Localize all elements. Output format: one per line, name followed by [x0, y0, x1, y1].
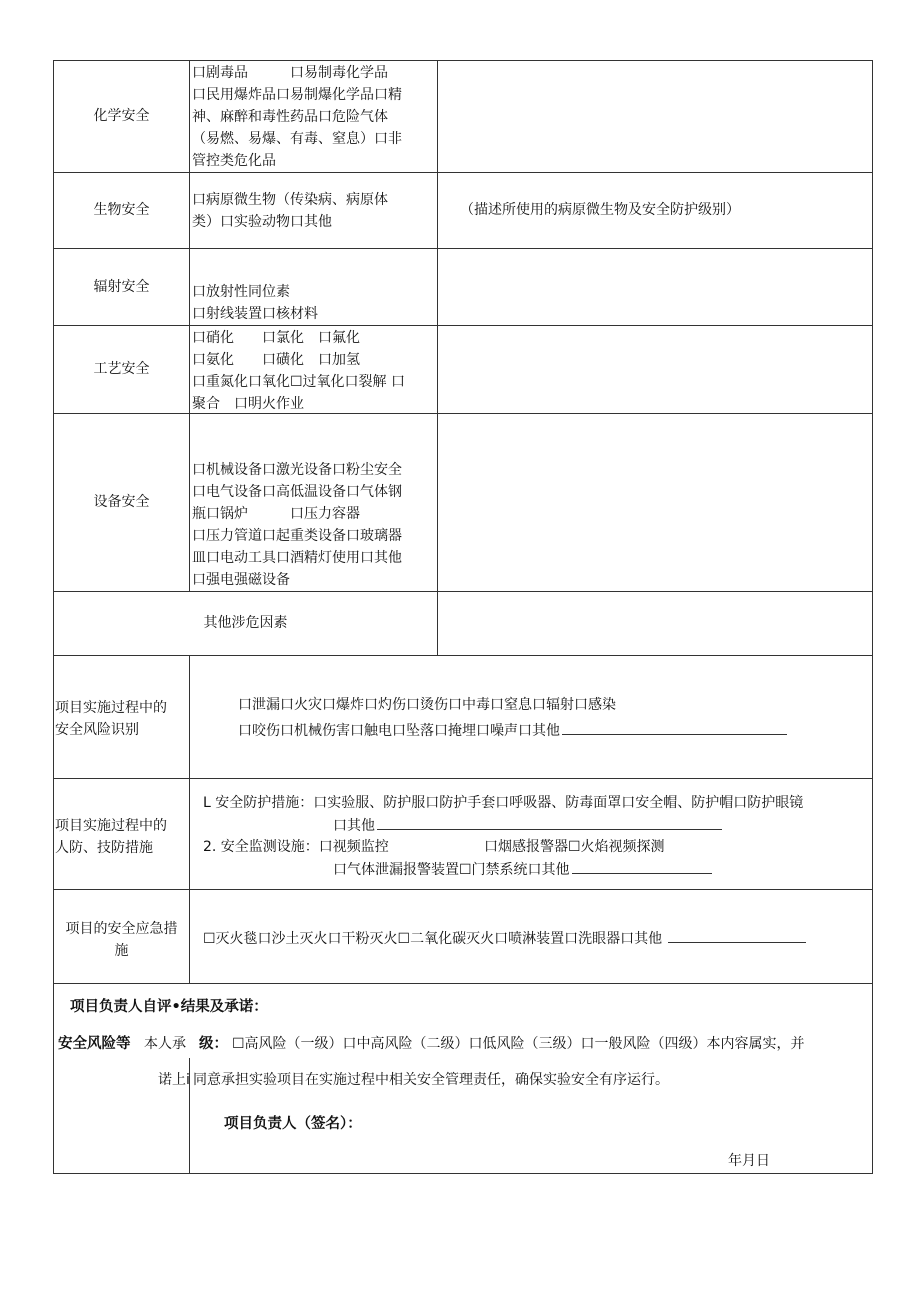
monitoring-measures-line[interactable]: 口烟感报警器☐火焰视频探测 — [484, 839, 665, 855]
risk-level-colon: 级： — [199, 1036, 228, 1052]
protection-measures-line[interactable]: L 安全防护措施：口实验服、防护服口防护手套口呼吸器、防毒面罩口安全帽、防护帽口防护眼镜 — [203, 795, 804, 811]
equipment-option-line[interactable]: 口机械设备口激光设备口粉尘安全 — [192, 462, 402, 478]
date-label[interactable]: 年月日 — [728, 1153, 770, 1169]
row-divider — [53, 655, 873, 656]
process-option-line[interactable]: 口氨化 口磺化 口加氢 — [192, 352, 360, 368]
commitment-fragment: i — [186, 1072, 190, 1088]
table-border-top — [53, 60, 873, 61]
column-divider — [189, 655, 190, 984]
row-label-measures: 人防、技防措施 — [55, 840, 153, 856]
chemical-option-line[interactable]: 管控类危化品 — [192, 153, 276, 169]
monitoring-measures-line[interactable]: 2. 安全监测设施：口视频监控 — [203, 839, 389, 855]
monitoring-other-line[interactable] — [333, 858, 712, 881]
table-border-bottom — [53, 1173, 873, 1174]
emergency-option-line[interactable] — [203, 927, 806, 950]
chemical-option-line[interactable]: 神、麻醉和毒性药品口危险气体 — [192, 109, 388, 125]
biological-description-note: （描述所使用的病原微生物及安全防护级别） — [460, 202, 740, 218]
monitoring-other-blank[interactable] — [572, 858, 712, 874]
row-label-emergency: 项目的安全应急措 — [65, 921, 178, 937]
biological-option-line[interactable]: 类）口实验动物口其他 — [192, 214, 332, 230]
row-divider — [53, 778, 873, 779]
row-label-radiation: 辐射安全 — [93, 279, 150, 295]
protection-other-blank[interactable] — [377, 814, 722, 830]
column-divider — [189, 60, 190, 592]
biological-option-line[interactable]: 口病原微生物（传染病、病原体 — [192, 192, 388, 208]
emergency-other-blank[interactable] — [668, 927, 806, 943]
row-label-other-hazards: 其他涉危因素 — [203, 615, 288, 631]
row-label-biological: 生物安全 — [93, 202, 150, 218]
chemical-option-line[interactable]: （易燃、易爆、有毒、窒息）口非 — [192, 131, 402, 147]
row-label-process: 工艺安全 — [93, 361, 150, 377]
self-assessment-heading: 项目负责人自评•结果及承诺： — [70, 999, 268, 1015]
risk-option-line[interactable]: 口泄漏口火灾口爆炸口灼伤口烫伤口中毒口窒息口辐射口感染 — [238, 697, 616, 713]
row-label-chemical: 化学安全 — [93, 108, 150, 124]
equipment-option-line[interactable]: 口压力管道口起重类设备口玻璃器 — [192, 528, 402, 544]
commitment-text: 同意承担实验项目在实施过程中相关安全管理责任，确保实验安全有序运行。 — [193, 1072, 669, 1088]
risk-level-label: 安全风险等 — [58, 1036, 131, 1052]
monitoring-other-text[interactable]: 口气体泄漏报警装置☐门禁系统口其他 — [333, 862, 570, 878]
emergency-option-text[interactable]: ☐灭火毯口沙土灭火口干粉灭火☐二氧化碳灭火口喷淋装置口洗眼器口其他 — [203, 931, 663, 947]
process-option-line[interactable]: 口硝化 口氯化 口氟化 — [192, 330, 360, 346]
row-label-equipment: 设备安全 — [93, 494, 150, 510]
commitment-label: 诺上 — [158, 1072, 186, 1088]
protection-other-line[interactable] — [333, 814, 722, 837]
equipment-option-line[interactable]: 瓶口锅炉 口压力容器 — [192, 506, 360, 522]
radiation-option-line[interactable]: 口放射性同位素 — [192, 284, 290, 300]
table-border-right — [872, 60, 873, 1174]
equipment-option-line[interactable]: 口电气设备口高低温设备口气体钢 — [192, 484, 402, 500]
risk-option-text[interactable]: 口咬伤口机械伤害口触电口坠落口掩埋口噪声口其他 — [238, 723, 560, 739]
radiation-option-line[interactable]: 口射线装置口核材料 — [192, 306, 318, 322]
row-label-risk-identification: 安全风险识别 — [55, 722, 139, 738]
equipment-option-line[interactable]: 皿口电动工具口酒精灯使用口其他 — [192, 550, 402, 566]
row-divider — [53, 325, 873, 326]
signature-label[interactable]: 项目负责人（签名）： — [224, 1116, 362, 1132]
row-divider — [53, 172, 873, 173]
row-divider — [53, 591, 873, 592]
process-option-line[interactable]: 口重氮化口氧化☐过氧化口裂解 口 — [192, 374, 406, 390]
protection-other-text[interactable]: 口其他 — [333, 818, 375, 834]
chemical-option-line[interactable]: 口民用爆炸品口易制爆化学品口精 — [192, 87, 402, 103]
row-divider — [53, 889, 873, 890]
risk-option-line[interactable] — [238, 719, 787, 742]
process-option-line[interactable]: 聚合 口明火作业 — [192, 396, 304, 412]
risk-level-label-commit: 本人承 — [144, 1036, 186, 1052]
row-divider — [53, 413, 873, 414]
equipment-option-line[interactable]: 口强电强磁设备 — [192, 572, 290, 588]
chemical-option-line[interactable]: 口剧毒品 口易制毒化学品 — [192, 65, 388, 81]
row-label-emergency: 施 — [114, 943, 129, 959]
row-divider — [53, 248, 873, 249]
row-divider — [53, 983, 873, 984]
column-divider — [437, 60, 438, 656]
row-label-risk-identification: 项目实施过程中的 — [55, 700, 167, 716]
row-label-measures: 项目实施过程中的 — [55, 818, 167, 834]
risk-level-options[interactable]: ☐高风险（一级）口中高风险（二级）口低风险（三级）口一般风险（四级）本内容属实，并 — [232, 1036, 805, 1052]
risk-other-blank[interactable] — [562, 719, 787, 735]
